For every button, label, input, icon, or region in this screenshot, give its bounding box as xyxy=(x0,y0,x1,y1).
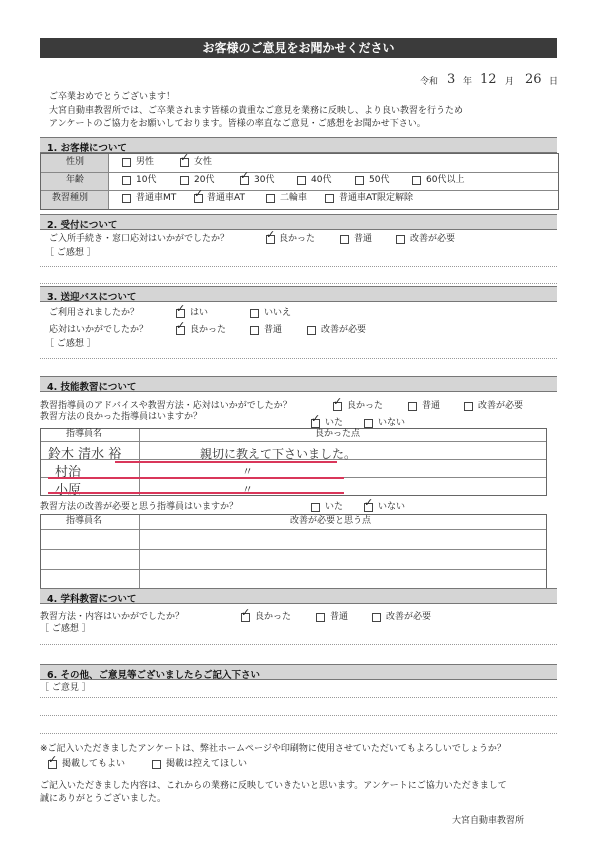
s3-comment-line[interactable] xyxy=(40,358,557,359)
s2-comment-label: ［ ご感想 ］ xyxy=(45,248,96,258)
section-5-header: 4. 学科教習について xyxy=(40,588,557,604)
closing-line-1: ご記入いただきました内容は、これからの業務に反映していきたいと思います。アンケートにご協力いただきまして xyxy=(40,781,507,791)
intro-line-1: ご卒業おめでとうございます！ xyxy=(49,92,176,102)
consent-ng-label: 掲載は控えてほしい xyxy=(166,759,248,769)
col-instructor-name-2: 指導員名 xyxy=(66,516,103,526)
age-40s-label: 40代 xyxy=(311,175,332,185)
check-mark-icon: ✓ xyxy=(266,228,276,241)
gender-female-label: 女性 xyxy=(194,157,213,167)
age-label: 年齢 xyxy=(66,175,85,185)
check-mark-icon: ✓ xyxy=(48,753,58,766)
s3-question-2: 応対はいかがでしたか？ xyxy=(49,325,149,335)
intro-line-3: アンケートのご協力をお願いしております。皆様の率直なご意見・ご感想をお聞かせ下さい。 xyxy=(49,119,426,129)
date-year: 3 xyxy=(447,72,456,87)
s2-comment-line[interactable] xyxy=(40,266,557,267)
age-40s-checkbox[interactable] xyxy=(297,176,306,185)
date-day-unit: 日 xyxy=(549,77,559,87)
s6-comment-line[interactable] xyxy=(40,733,557,734)
good-point-3: 〃 xyxy=(242,483,253,496)
section-1-header: 1. お客様について xyxy=(40,137,557,153)
s3-improve-label: 改善が必要 xyxy=(321,325,367,335)
check-mark-icon: ✓ xyxy=(180,151,190,164)
age-10s-label: 10代 xyxy=(136,175,157,185)
s4-ita2-label: いた xyxy=(325,502,344,512)
check-mark-icon: ✓ xyxy=(194,187,204,200)
good-point-1: 親切に教えて下さいました。 xyxy=(200,447,357,461)
intro-line-2: 大宮自動車教習所では、ご卒業されます皆様の貴重なご意見を業務に反映し、より良い教習を行うため xyxy=(49,106,464,116)
col-improve-points: 改善が必要と思う点 xyxy=(290,516,372,526)
date-day: 26 xyxy=(525,72,542,87)
consent-note: ※ご記入いただきましたアンケートは、弊社ホームページや印刷物に使用させていただいてもよろしいでしょうか？ xyxy=(40,744,506,754)
s2-question: ご入所手続き・窓口応対はいかがでしたか？ xyxy=(49,234,230,244)
gender-label: 性別 xyxy=(66,157,85,167)
closing-line-2: 誠にありがとうございました。 xyxy=(40,794,167,804)
s4-improve-label: 改善が必要 xyxy=(478,401,524,411)
course-bike-label: 二輪車 xyxy=(280,193,308,203)
s4-inai2-label: いない xyxy=(378,502,406,512)
course-bike-checkbox[interactable] xyxy=(266,194,275,203)
s5-question: 教習方法・内容はいかがでしたか？ xyxy=(40,612,185,622)
age-20s-label: 20代 xyxy=(194,175,215,185)
s3-comment-label: ［ ご感想 ］ xyxy=(45,339,96,349)
date-era: 令和 xyxy=(420,77,439,87)
course-label: 教習種別 xyxy=(52,193,89,203)
s5-improve-label: 改善が必要 xyxy=(386,612,432,622)
s6-comment-line[interactable] xyxy=(40,697,557,698)
gender-male-label: 男性 xyxy=(136,157,155,167)
instructor-name-1: 鈴木 清水 裕 xyxy=(48,447,122,462)
age-20s-checkbox[interactable] xyxy=(180,176,189,185)
s4-good-label: 良かった xyxy=(347,401,384,411)
check-mark-icon: ✓ xyxy=(333,395,343,408)
s2-normal-label: 普通 xyxy=(354,234,373,244)
col-instructor-name: 指導員名 xyxy=(66,429,103,439)
s3-question-1: ご利用されましたか？ xyxy=(49,308,140,318)
s5-normal-checkbox[interactable] xyxy=(316,613,325,622)
instructor-name-3: 小原 xyxy=(55,483,82,498)
date-month: 12 xyxy=(480,72,497,87)
s4-normal-checkbox[interactable] xyxy=(408,402,417,411)
check-mark-icon: ✓ xyxy=(176,302,186,315)
section-6-header: 6. その他、ご意見等ございましたらご記入下さい xyxy=(40,664,557,680)
s2-normal-checkbox[interactable] xyxy=(340,235,349,244)
age-50s-label: 50代 xyxy=(369,175,390,185)
section-2-header: 2. 受付について xyxy=(40,214,557,230)
s4-ita-label: いた xyxy=(325,418,344,428)
good-point-2: 〃 xyxy=(242,465,253,478)
s3-good-label: 良かった xyxy=(190,325,227,335)
age-50s-checkbox[interactable] xyxy=(355,176,364,185)
s5-comment-line[interactable] xyxy=(40,644,557,645)
s3-normal-label: 普通 xyxy=(264,325,283,335)
instructor-name-2: 村治 xyxy=(55,465,82,480)
col-good-points: 良かった点 xyxy=(315,429,361,439)
s4-ita2-checkbox[interactable] xyxy=(311,503,320,512)
course-mt-checkbox[interactable] xyxy=(122,194,131,203)
s3-yes-label: はい xyxy=(190,308,209,318)
age-30s-label: 30代 xyxy=(254,175,275,185)
section-3-header: 3. 送迎バスについて xyxy=(40,286,557,302)
s5-comment-label: ［ ご感想 ］ xyxy=(40,624,91,634)
red-underline xyxy=(115,461,337,463)
consent-ng-checkbox[interactable] xyxy=(152,760,161,769)
s3-no-checkbox[interactable] xyxy=(250,309,259,318)
course-mt-label: 普通車MT xyxy=(136,193,177,203)
age-60s-checkbox[interactable] xyxy=(412,176,421,185)
s4-improve-checkbox[interactable] xyxy=(464,402,473,411)
s5-normal-label: 普通 xyxy=(330,612,349,622)
s2-comment-line[interactable] xyxy=(40,283,557,284)
s5-good-label: 良かった xyxy=(255,612,292,622)
form-title: お客様のご意見をお聞かせください xyxy=(40,38,557,58)
check-mark-icon: ✓ xyxy=(241,606,251,619)
red-underline xyxy=(48,492,344,494)
s3-no-label: いいえ xyxy=(264,308,292,318)
s4-question-1: 教習指導員のアドバイスや教習方法・応対はいかがでしたか？ xyxy=(40,401,292,411)
date-month-unit: 月 xyxy=(505,77,515,87)
s6-comment-label: ［ ご意見 ］ xyxy=(40,683,91,693)
s3-normal-checkbox[interactable] xyxy=(250,326,259,335)
section-4-header: 4. 技能教習について xyxy=(40,376,557,392)
check-mark-icon: ✓ xyxy=(364,496,374,509)
s4-question-3: 教習方法の改善が必要と思う指導員はいますか？ xyxy=(40,502,239,512)
red-underline xyxy=(48,477,344,479)
course-at-limit-checkbox[interactable] xyxy=(325,194,334,203)
s4-normal-label: 普通 xyxy=(422,401,441,411)
course-at-label: 普通車AT xyxy=(207,193,245,203)
s4-inai-label: いない xyxy=(378,418,406,428)
s6-comment-line[interactable] xyxy=(40,715,557,716)
s4-inai-checkbox[interactable] xyxy=(364,419,373,428)
age-60s-label: 60代以上 xyxy=(426,175,465,185)
s2-improve-label: 改善が必要 xyxy=(410,234,456,244)
company-name: 大宮自動車教習所 xyxy=(452,816,525,826)
s2-improve-checkbox[interactable] xyxy=(396,235,405,244)
s3-improve-checkbox[interactable] xyxy=(307,326,316,335)
s4-question-2: 教習方法の良かった指導員はいますか？ xyxy=(40,412,203,422)
check-mark-icon: ✓ xyxy=(176,319,186,332)
date-year-unit: 年 xyxy=(463,77,473,87)
consent-ok-label: 掲載してもよい xyxy=(62,759,126,769)
gender-male-checkbox[interactable] xyxy=(122,158,131,167)
age-10s-checkbox[interactable] xyxy=(122,176,131,185)
s5-improve-checkbox[interactable] xyxy=(372,613,381,622)
course-at-limit-label: 普通車AT限定解除 xyxy=(339,193,413,203)
check-mark-icon: ✓ xyxy=(311,412,321,425)
s2-good-label: 良かった xyxy=(279,234,316,244)
check-mark-icon: ✓ xyxy=(240,169,250,182)
